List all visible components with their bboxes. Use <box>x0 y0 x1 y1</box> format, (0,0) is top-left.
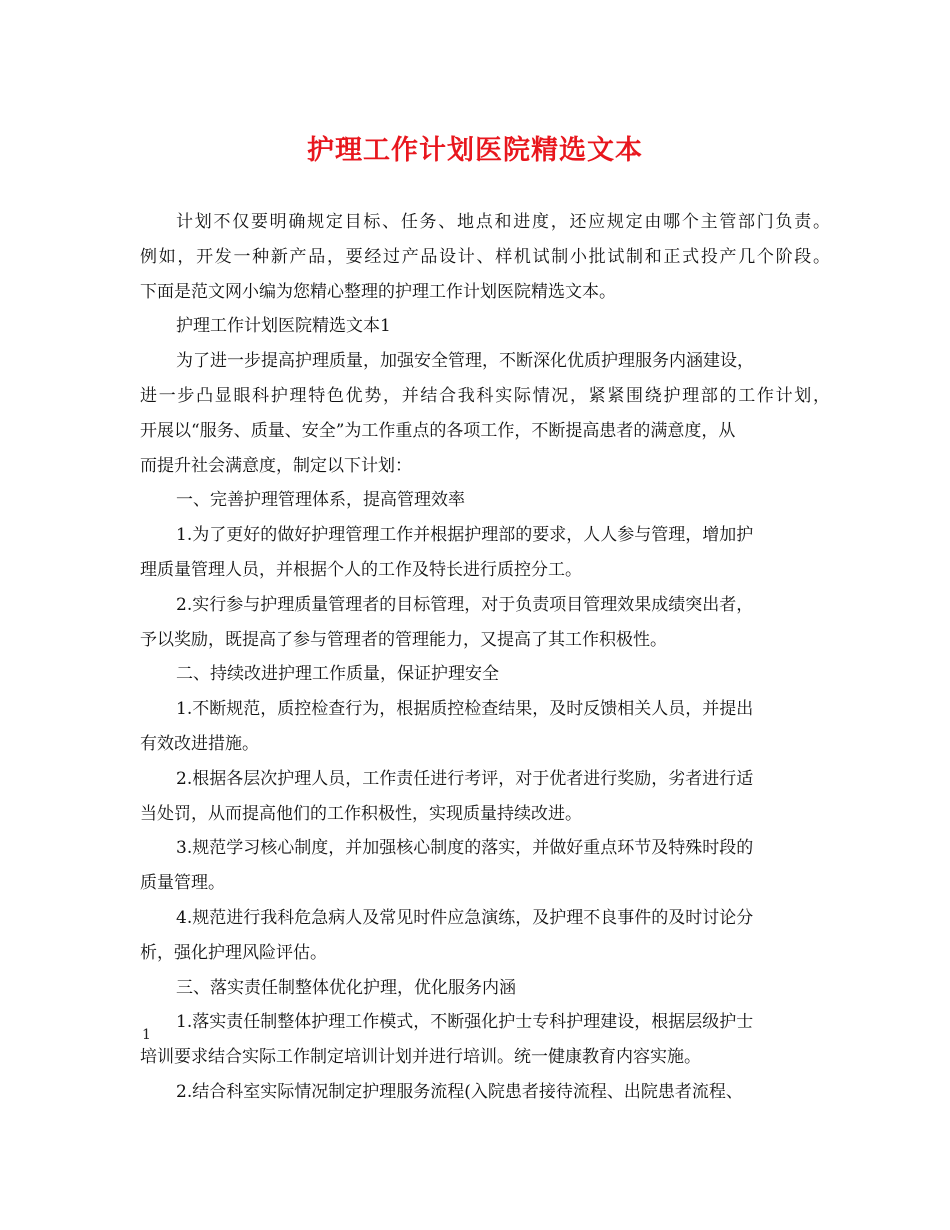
body-line: 二、持续改进护理工作质量，保证护理安全 <box>176 664 499 685</box>
body-line: 计划不仅要明确规定目标、任务、地点和进度，还应规定由哪个主管部门负责。 <box>176 212 830 232</box>
body-line: 一、完善护理管理体系，提高管理效率 <box>176 490 465 511</box>
document-body <box>140 205 830 1110</box>
body-line: 为了进一步提高护理质量，加强安全管理，不断深化优质护理服务内涵建设， <box>176 351 754 372</box>
page-number: 1 <box>142 1027 151 1043</box>
body-line: 有效改进措施。 <box>140 733 259 754</box>
body-line: 1.不断规范，质控检查行为，根据质控检查结果，及时反馈相关人员，并提出 <box>176 699 754 720</box>
body-line: 下面是范文网小编为您精心整理的护理工作计划医院精选文本。 <box>140 281 616 302</box>
body-line: 而提升社会满意度，制定以下计划： <box>140 455 412 476</box>
body-line: 3.规范学习核心制度，并加强核心制度的落实，并做好重点环节及特殊时段的 <box>176 838 754 859</box>
body-line: 护理工作计划医院精选文本1 <box>176 316 391 337</box>
body-line: 理质量管理人员，并根据个人的工作及特长进行质控分工。 <box>140 559 582 580</box>
body-line: 开展以“服务、质量、安全”为工作重点的各项工作，不断提高患者的满意度，从 <box>140 420 736 441</box>
body-line: 2.实行参与护理质量管理者的目标管理，对于负责项目管理效果成绩突出者， <box>176 594 754 615</box>
body-line: 2.根据各层次护理人员，工作责任进行考评，对于优者进行奖励，劣者进行适 <box>176 768 754 789</box>
body-line: 4.规范进行我科危急病人及常见时件应急演练，及护理不良事件的及时讨论分 <box>176 907 754 928</box>
body-line: 培训要求结合实际工作制定培训计划并进行培训。统一健康教育内容实施。 <box>140 1047 701 1068</box>
body-line: 予以奖励，既提高了参与管理者的管理能力，又提高了其工作积极性。 <box>140 629 667 650</box>
body-line: 质量管理。 <box>140 873 225 894</box>
body-line: 1.为了更好的做好护理管理工作并根据护理部的要求，人人参与管理，增加护 <box>176 525 754 546</box>
body-line: 进一步凸显眼科护理特色优势，并结合我科实际情况，紧紧围绕护理部的工作计划， <box>140 385 830 406</box>
document-title: 护理工作计划医院精选文本 <box>307 135 643 166</box>
body-line: 2.结合科室实际情况制定护理服务流程(入院患者接待流程、出院患者流程、 <box>176 1081 743 1102</box>
body-line: 当处罚，从而提高他们的工作积极性，实现质量持续改进。 <box>140 803 582 824</box>
body-line: 例如，开发一种新产品，要经过产品设计、样机试制小批试制和正式投产几个阶段。 <box>140 246 830 267</box>
body-line: 三、落实责任制整体优化护理，优化服务内涵 <box>176 977 516 998</box>
body-line: 1.落实责任制整体护理工作模式，不断强化护士专科护理建设，根据层级护士 <box>176 1012 754 1033</box>
body-line: 析，强化护理风险评估。 <box>140 942 327 963</box>
